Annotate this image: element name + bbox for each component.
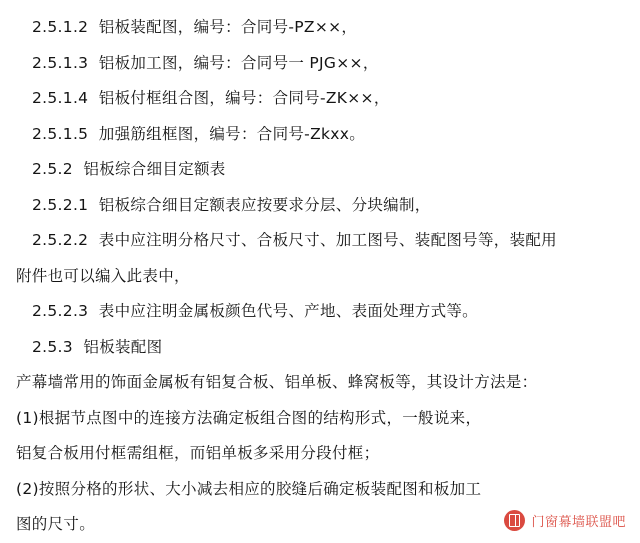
document-line: 2.5.1.5 加强筋组框图，编号：合同号-Zkxx。 — [32, 124, 366, 143]
document-section-heading: 2.5.2 铝板综合细目定额表 — [32, 160, 226, 178]
document-line: 图的尺寸。 — [16, 515, 96, 533]
watermark — [504, 510, 626, 531]
document-line: (2)按照分格的形状、大小减去相应的胶缝后确定板装配图和板加工 — [16, 479, 482, 498]
document-line: 产幕墙常用的饰面金属板有铝复合板、铝单板、蜂窝板等，其设计方法是： — [16, 373, 538, 391]
document-line: 铝复合板用付框需组框，而铝单板多采用分段付框； — [16, 444, 380, 462]
watermark-label: 门窗幕墙联盟吧 — [531, 515, 626, 530]
document-line: 2.5.1.4 铝板付框组合图，编号：合同号-ZK××， — [32, 89, 390, 107]
document-section-heading: 2.5.3 铝板装配图 — [32, 337, 163, 356]
document-line: 2.5.2.3 表中应注明金属板颜色代号、产地、表面处理方式等。 — [32, 302, 478, 320]
document-line: 2.5.1.3 铝板加工图，编号：合同号一 PJG××， — [32, 53, 379, 72]
document-line: 2.5.2.2 表中应注明分格尺寸、合板尺寸、加工图号、装配图号等，装配用 — [32, 231, 557, 249]
document-line: (1)根据节点图中的连接方法确定板组合图的结构形式，一般说来， — [16, 408, 482, 427]
document-line: 附件也可以编入此表中， — [16, 266, 190, 285]
window-logo-icon — [504, 510, 525, 531]
document-line: 2.5.1.2 铝板装配图，编号：合同号-PZ××， — [32, 18, 358, 36]
document-line: 2.5.2.1 铝板综合细目定额表应按要求分层、分块编制， — [32, 195, 431, 214]
